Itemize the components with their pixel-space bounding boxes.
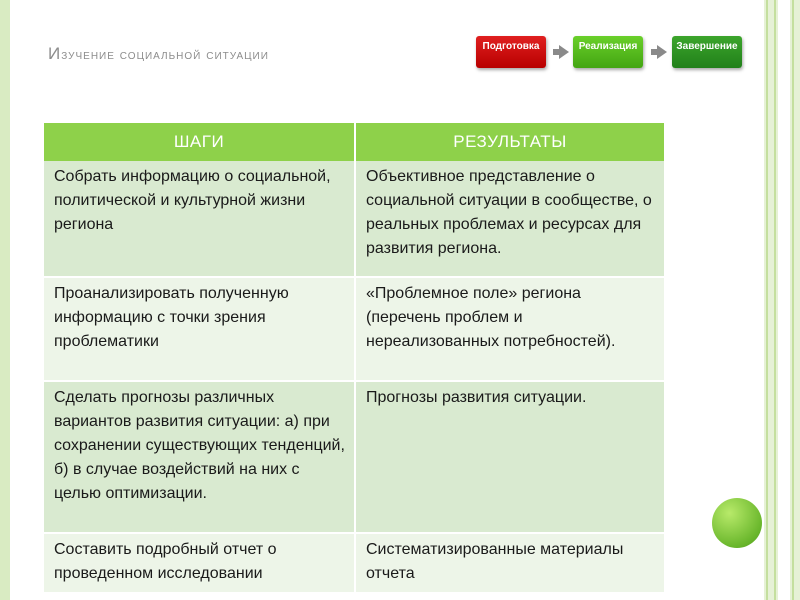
table-row: [44, 161, 665, 277]
result-cell: Прогнозы развития ситуации.: [355, 381, 665, 533]
step-cell: Сделать прогнозы различных вариантов развития ситуации: а) при сохранении существующих тенденций, б) в случае воздействий на них с целью оптимизации.: [44, 381, 355, 533]
slide-title: Изучение социальной ситуации: [48, 44, 269, 63]
slide-frame-right: [764, 0, 800, 600]
table-header-row: [44, 123, 665, 161]
step-cell: Проанализировать полученную информацию с точки зрения проблематики: [44, 277, 355, 381]
header-results: РЕЗУЛЬТАТЫ: [355, 123, 665, 161]
header-steps: ШАГИ: [44, 123, 355, 161]
slide-frame-left: [0, 0, 10, 600]
step-implementation[interactable]: Реализация: [573, 36, 643, 68]
result-cell: Систематизированные материалы отчета: [355, 533, 665, 593]
table-row: [44, 277, 665, 381]
process-steps: [476, 36, 746, 70]
steps-results-table: [44, 123, 665, 600]
table-row: [44, 381, 665, 533]
arrow-right-icon: [559, 45, 569, 59]
step-preparation[interactable]: Подготовка: [476, 36, 546, 68]
step-cell: Составить подробный отчет о проведенном исследовании: [44, 533, 355, 593]
decorative-circle: [712, 498, 762, 548]
step-cell: Собрать информацию о социальной, политической и культурной жизни региона: [44, 161, 355, 277]
result-cell: «Проблемное поле» региона (перечень проблем и нереализованных потребностей).: [355, 277, 665, 381]
table-row: [44, 533, 665, 593]
arrow-right-icon: [657, 45, 667, 59]
result-cell: Объективное представление о социальной ситуации в сообществе, о реальных проблемах и ресурсах для развития региона.: [355, 161, 665, 277]
step-completion[interactable]: Завершение: [672, 36, 742, 68]
